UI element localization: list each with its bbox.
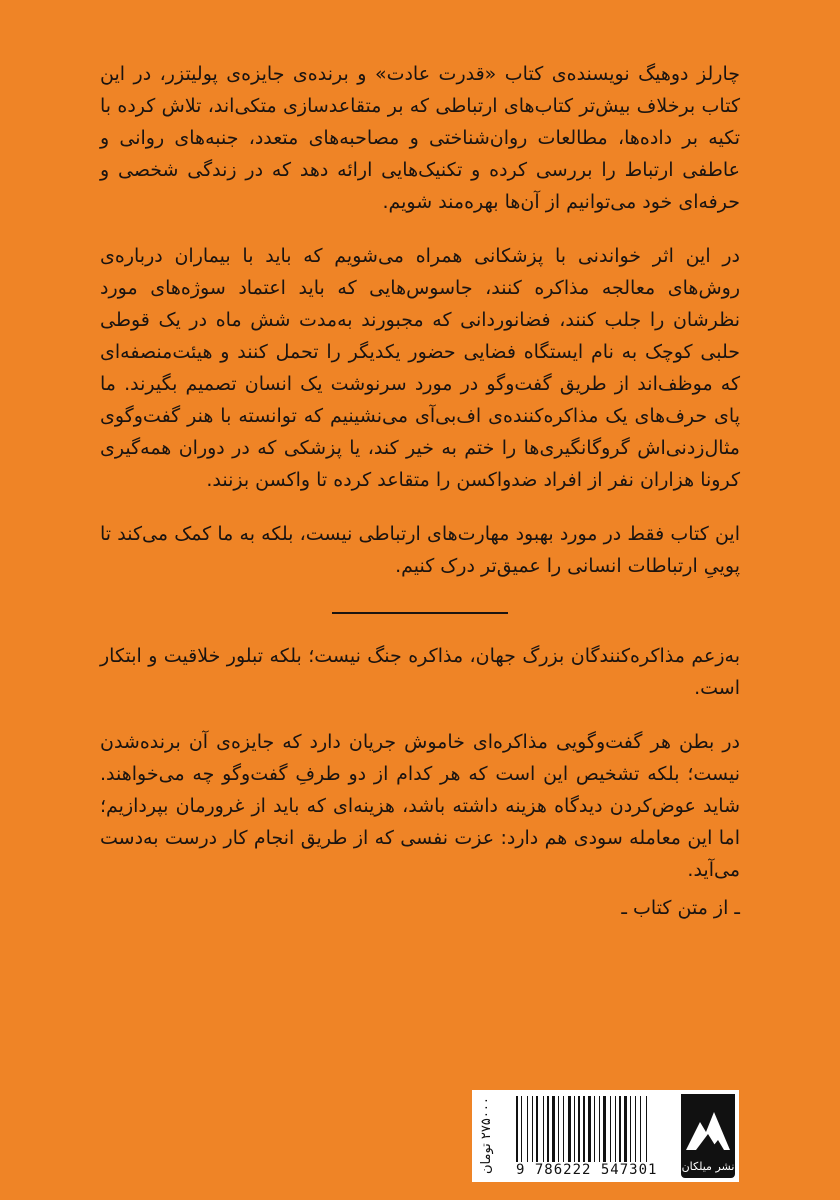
publisher-name: نشر میلکان — [681, 1160, 735, 1173]
barcode-bar — [565, 1096, 567, 1162]
barcode-bar — [635, 1096, 636, 1162]
barcode-bar — [612, 1096, 614, 1162]
barcode-bar — [581, 1096, 582, 1162]
barcode-bar — [610, 1096, 611, 1162]
barcode-bar — [617, 1096, 618, 1162]
barcode-bar — [596, 1096, 598, 1162]
barcode-bar — [521, 1096, 522, 1162]
barcode-bar — [640, 1096, 641, 1162]
barcode-bar — [527, 1096, 528, 1162]
barcode-bar — [529, 1096, 531, 1162]
barcode-bar — [648, 1096, 649, 1162]
barcode-bar — [576, 1096, 577, 1162]
barcode-box — [472, 1090, 739, 1182]
barcode-bar — [516, 1096, 518, 1162]
barcode-bar — [572, 1096, 573, 1162]
isbn-digits: 9 786222 547301 — [516, 1162, 658, 1178]
barcode-bar — [599, 1096, 600, 1162]
barcode-bar — [630, 1096, 631, 1162]
barcode-bar — [624, 1096, 627, 1162]
barcode-bar — [619, 1096, 621, 1162]
barcode-bar — [578, 1096, 580, 1162]
barcode-bar — [545, 1096, 546, 1162]
quote-paragraph-1: به‌زعم مذاکره‌کنندگان بزرگ جهان، مذاکره جنگ نیست؛ بلکه تبلور خلاقیت و ابتکار است. — [100, 645, 740, 699]
barcode-bar — [588, 1096, 591, 1162]
barcode-bar — [563, 1096, 564, 1162]
barcode-bar — [568, 1096, 571, 1162]
barcode-bar — [543, 1096, 544, 1162]
barcode-bar — [550, 1096, 551, 1162]
barcode-bar — [628, 1096, 629, 1162]
barcode-bar — [607, 1096, 609, 1162]
barcode-bar — [532, 1096, 533, 1162]
divider — [332, 612, 508, 614]
publisher-logo — [681, 1094, 735, 1178]
summary-paragraph: این کتاب فقط در مورد بهبود مهارت‌های ارتباطی نیست، بلکه به ما کمک می‌کند تا پوییِ ارتباطات انسانی را عمیق‌تر درک کنیم. — [100, 523, 740, 577]
barcode-bar — [558, 1096, 559, 1162]
barcode-bar — [574, 1096, 575, 1162]
barcode — [516, 1096, 676, 1162]
barcode-bar — [646, 1096, 647, 1162]
price-label: ۲۷۵۰۰۰ تومان — [479, 1097, 494, 1175]
barcode-bar — [642, 1096, 645, 1162]
barcode-bar — [534, 1096, 535, 1162]
barcode-bar — [586, 1096, 587, 1162]
barcode-bar — [556, 1096, 557, 1162]
examples-paragraph: در این اثر خواندنی با پزشکانی همراه می‌شویم که باید با بیماران درباره‌ی روش‌های معالجه مذاکره کنند، جاسوس‌هایی که باید اعتماد سوژه‌های مورد نظرشان را جلب کنند، فضانوردانی که مجبورند به‌مدت شش ماه در یک قوطی حلبی کوچک به نام ایستگاه فضایی حضور یکدیگر را تحمل کنند و هیئت‌منصفه‌ای که موظف‌اند از طریق گفت‌وگو در مورد سرنوشت یک انسان تصمیم بگیرند. ما پای حرف‌های یک مذاکره‌کننده‌ی اف‌بی‌آی می‌نشینیم که توانسته با هنر گفت‌وگوی مثال‌زدنی‌اش گروگانگیری‌ها را ختم به خیر کند، یا پزشکی که در دوران همه‌گیری کرونا هزاران نفر از افراد ضدواکسن را متقاعد کرده تا واکسن بزنند. — [100, 245, 740, 491]
barcode-bar — [536, 1096, 538, 1162]
quote-paragraph-2: در بطن هر گفت‌وگویی مذاکره‌ای خاموش جریان دارد که جایزه‌ی آن برنده‌شدن نیست؛ بلکه تشخیص این است که هر کدام از دو طرفِ گفت‌وگو چه می‌خواهند. شاید عوض‌کردن دیدگاه هزینه داشته باشد، هزینه‌ای که باید از غرورمان بپردازیم؛ اما این معامله سودی هم دارد: عزت نفسی که از طریق انجام کار درست به‌دست می‌آید. — [100, 731, 740, 881]
barcode-bar — [519, 1096, 520, 1162]
mountain-logo-icon — [684, 1100, 732, 1152]
barcode-bar — [552, 1096, 555, 1162]
barcode-bar — [601, 1096, 602, 1162]
intro-paragraph: چارلز دوهیگ نویسنده‌ی کتاب «قدرت عادت» و برنده‌ی جایزه‌ی پولیتزر، در این کتاب برخلاف بیش‌تر کتاب‌های ارتباطی که بر متقاعدسازی متکی‌اند، تلاش کرده با تکیه بر داده‌ها، مطالعات روان‌شناختی و مصاحبه‌های متعدد، جنبه‌های روانی و عاطفی ارتباط را بررسی کرده و تکنیک‌هایی ارائه دهد که در زندگی شخصی و حرفه‌ای خود می‌توانیم از آن‌ها بهره‌مند شویم. — [100, 63, 740, 213]
back-cover-text — [100, 58, 740, 924]
barcode-bar — [632, 1096, 634, 1162]
barcode-bar — [560, 1096, 562, 1162]
barcode-bar — [547, 1096, 549, 1162]
barcode-bar — [594, 1096, 595, 1162]
quote-source: ـ از متن کتاب ـ — [621, 897, 740, 919]
barcode-bar — [637, 1096, 639, 1162]
barcode-bar — [592, 1096, 593, 1162]
barcode-bar — [603, 1096, 606, 1162]
barcode-bar — [615, 1096, 616, 1162]
barcode-bar — [622, 1096, 623, 1162]
barcode-bar — [539, 1096, 542, 1162]
barcode-bar — [583, 1096, 585, 1162]
barcode-bar — [523, 1096, 526, 1162]
